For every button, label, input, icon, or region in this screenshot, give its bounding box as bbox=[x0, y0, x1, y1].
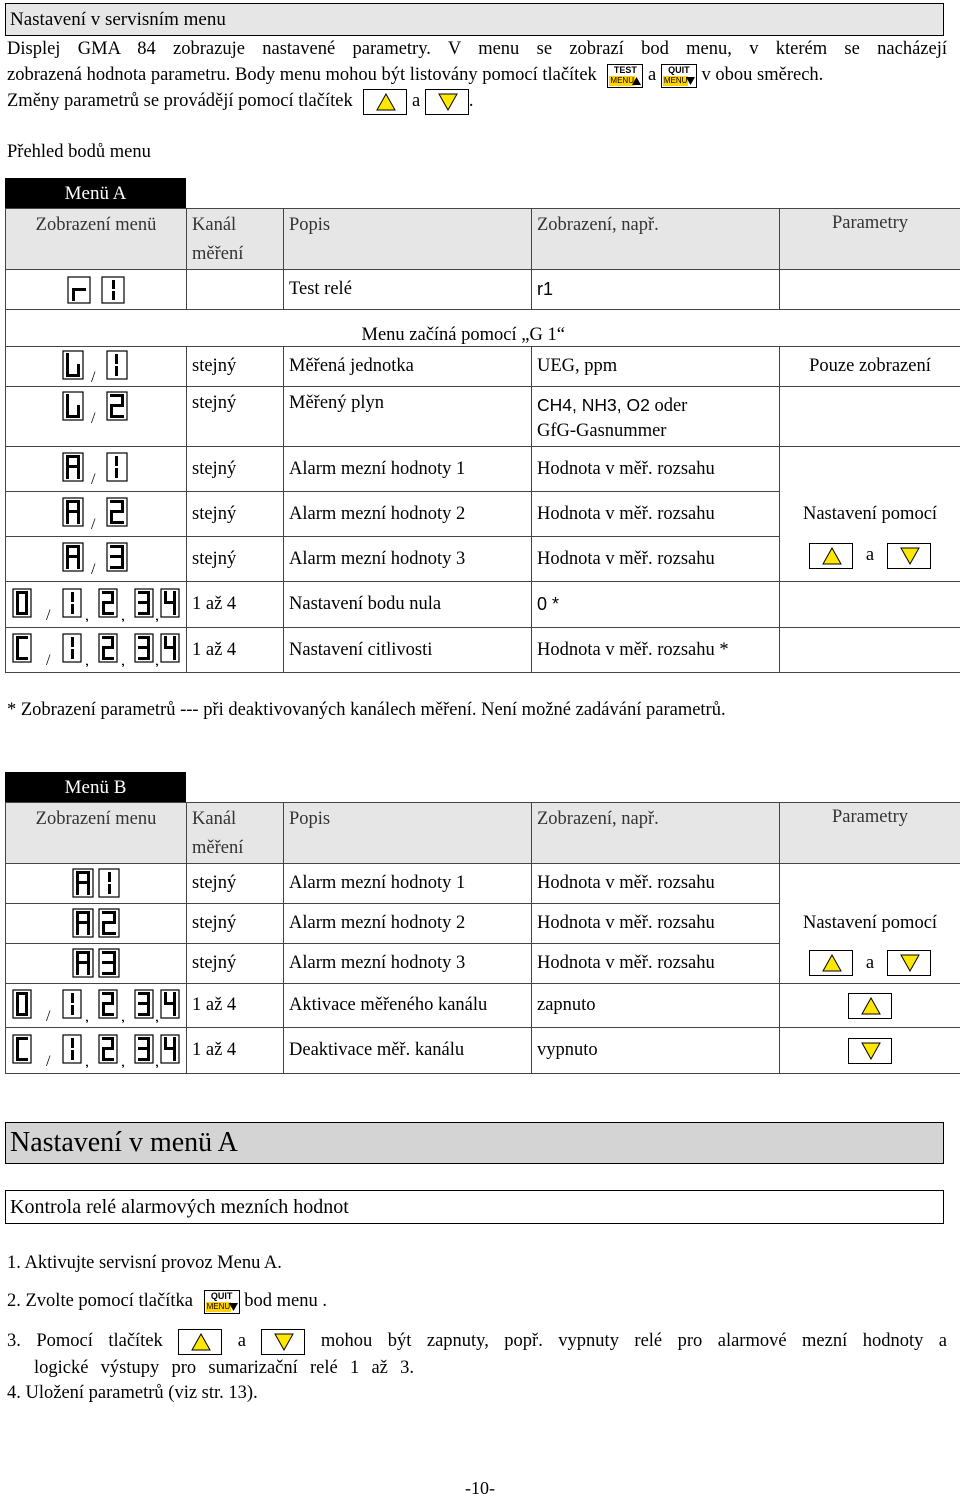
table-row: / stejný Alarm mezní hodnoty 1 Hodnota v měř. rozsahu bbox=[6, 447, 960, 492]
seg-display-u1 bbox=[6, 347, 187, 387]
table-row: / , , , 1 až 4 Deaktivace měř. kanálu vypnuto bbox=[6, 1028, 960, 1074]
menu-a-header-row bbox=[6, 209, 960, 270]
menu-a-table bbox=[5, 208, 960, 673]
seg-display-a2 bbox=[6, 492, 187, 537]
params-buttons: a bbox=[780, 537, 960, 582]
test-relay-desc: Test relé bbox=[284, 270, 532, 310]
svg-text:,: , bbox=[155, 1053, 159, 1068]
table-row: stejný Alarm mezní hodnoty 3 Hodnota v měř. rozsahu a bbox=[6, 944, 960, 984]
table-row: / , , , 1 až 4 Aktivace měřeného kanálu zapnuto bbox=[6, 984, 960, 1028]
down-button-icon bbox=[261, 1329, 305, 1355]
seg-display-a3 bbox=[6, 537, 187, 582]
table-row: / stejný Alarm mezní hodnoty 2 Hodnota v měř. rozsahu Nastavení pomocí bbox=[6, 492, 960, 537]
seven-seg-u2-icon bbox=[61, 391, 131, 425]
menu-a-footnote: * Zobrazení parametrů --- při deaktivovaných kanálech měření. Není možné zadávání parametrů. bbox=[7, 700, 726, 721]
arrow-up-icon bbox=[632, 77, 641, 85]
table-row: / stejný Měřený plyn CH4, NH3, O2 oder GfG-Gasnummer bbox=[6, 387, 960, 447]
test-menu-key-icon: TEST MENU bbox=[607, 64, 643, 88]
header-display: Zobrazení menü bbox=[6, 209, 187, 270]
svg-text:/: / bbox=[46, 1053, 51, 1068]
svg-text:,: , bbox=[155, 652, 159, 667]
seven-seg-a2-icon bbox=[71, 908, 121, 940]
svg-text:,: , bbox=[85, 652, 89, 667]
step-3-cont: logické výstupy pro sumarizační relé 1 až 3. bbox=[34, 1355, 414, 1381]
intro-line-1: Displej GMA 84 zobrazuje nastavené parametry. V menu se zobrazí bod menu, v kterém se nacházejí bbox=[7, 36, 947, 62]
table-row: stejný Alarm mezní hodnoty 2 Hodnota v měř. rozsahu Nastavení pomocí bbox=[6, 904, 960, 944]
svg-text:/: / bbox=[91, 516, 96, 531]
table-row: / stejný Alarm mezní hodnoty 3 Hodnota v měř. rozsahu a bbox=[6, 537, 960, 582]
intro-line-3: Změny parametrů se provádějí pomocí tlačítek a . bbox=[7, 88, 473, 115]
section-title-service-menu bbox=[5, 3, 944, 36]
seven-seg-a1-icon bbox=[61, 452, 131, 486]
seg-display-b-a2 bbox=[6, 904, 187, 944]
svg-text:/: / bbox=[46, 607, 51, 622]
menu-b-tab: Menü B bbox=[5, 772, 186, 803]
seg-display-b-a1 bbox=[6, 864, 187, 904]
seven-seg-deactivate-channels-icon bbox=[11, 1034, 181, 1068]
step-1: 1. Aktivujte servisní provoz Menu A. bbox=[7, 1250, 282, 1276]
svg-text:,: , bbox=[121, 1053, 125, 1068]
svg-text:/: / bbox=[91, 471, 96, 486]
down-button-icon bbox=[425, 89, 469, 115]
section-title-text: Nastavení v servisním menu bbox=[10, 9, 226, 31]
section-title-relay-check: Kontrola relé alarmových mezních hodnot bbox=[5, 1190, 944, 1224]
quit-menu-key-icon: QUIT MENU bbox=[661, 64, 697, 88]
section-title-menu-a-settings: Nastavení v menü A bbox=[5, 1122, 944, 1164]
table-row bbox=[6, 270, 960, 310]
svg-text:/: / bbox=[46, 1008, 51, 1023]
seven-seg-a3-icon bbox=[61, 542, 131, 576]
up-button-icon bbox=[809, 950, 853, 976]
quit-menu-key-icon: QUIT MENU bbox=[204, 1290, 240, 1314]
svg-text:,: , bbox=[155, 607, 159, 622]
menu-a-tab: Menü A bbox=[5, 178, 186, 209]
gas-example: CH4, NH3, O2 oder GfG-Gasnummer bbox=[532, 387, 780, 447]
seven-seg-zero-channels-icon bbox=[11, 588, 181, 622]
table-row: stejný Alarm mezní hodnoty 1 Hodnota v měř. rozsahu bbox=[6, 864, 960, 904]
seg-display-cal-row bbox=[6, 628, 187, 673]
seg-display-zero-row bbox=[6, 582, 187, 628]
seven-seg-activate-channels-icon bbox=[11, 989, 181, 1023]
seven-seg-cal-channels-icon bbox=[11, 633, 181, 667]
seg-display-b-off-row bbox=[6, 1028, 187, 1074]
header-example: Zobrazení, např. bbox=[532, 209, 780, 270]
intro-line-2: zobrazená hodnota parametru. Body menu mohou být listovány pomocí tlačítek TEST MENU a QUIT MENU v obou směrech. bbox=[7, 62, 823, 88]
svg-text:,: , bbox=[155, 1008, 159, 1023]
svg-text:,: , bbox=[121, 1008, 125, 1023]
arrow-down-icon bbox=[229, 1303, 238, 1311]
step-2: 2. Zvolte pomocí tlačítka QUIT MENU bod menu . bbox=[7, 1288, 327, 1314]
test-relay-example: r1 bbox=[532, 270, 780, 310]
down-button-icon bbox=[887, 950, 931, 976]
table-row bbox=[6, 310, 960, 347]
overview-title: Přehled bodů menu bbox=[7, 142, 151, 163]
seven-seg-a3-icon bbox=[71, 948, 121, 980]
page-number: -10- bbox=[0, 1478, 960, 1499]
svg-text:,: , bbox=[121, 652, 125, 667]
seg-display-u2 bbox=[6, 387, 187, 447]
svg-text:,: , bbox=[85, 1008, 89, 1023]
up-button-icon bbox=[363, 89, 407, 115]
seven-seg-a2-icon bbox=[61, 497, 131, 531]
step-4: 4. Uložení parametrů (viz str. 13). bbox=[7, 1380, 258, 1406]
svg-text:/: / bbox=[91, 410, 96, 425]
table-row: / , , , 1 až 4 Nastavení bodu nula 0 * bbox=[6, 582, 960, 628]
header-channel: Kanál měření bbox=[187, 209, 284, 270]
seg-display-r1 bbox=[6, 270, 187, 310]
header-desc: Popis bbox=[284, 209, 532, 270]
table-row: / , , , 1 až 4 Nastavení citlivosti Hodnota v měř. rozsahu * bbox=[6, 628, 960, 673]
header-params: Parametry bbox=[780, 209, 960, 270]
seven-seg-a1-icon bbox=[71, 868, 121, 900]
seg-display-b-on-row bbox=[6, 984, 187, 1028]
menu-b-table bbox=[5, 802, 960, 1074]
up-button-icon bbox=[809, 543, 853, 569]
svg-text:/: / bbox=[91, 561, 96, 576]
down-button-icon bbox=[848, 1038, 892, 1064]
svg-text:,: , bbox=[85, 1053, 89, 1068]
step-3: 3. Pomocí tlačítek a mohou být zapnuty, popř. vypnuty relé pro alarmové mezní hodnoty a bbox=[7, 1328, 947, 1355]
menu-b-header-row: Zobrazení menu Kanál měření Popis Zobrazení, např. Parametry bbox=[6, 803, 960, 864]
table-row: / stejný Měřená jednotka UEG, ppm Pouze zobrazení bbox=[6, 347, 960, 387]
svg-text:/: / bbox=[91, 369, 96, 384]
svg-text:/: / bbox=[46, 652, 51, 667]
params-buttons: a bbox=[780, 944, 960, 984]
up-button-icon bbox=[848, 993, 892, 1019]
seven-seg-u1-icon bbox=[61, 350, 131, 384]
seven-seg-r1-icon bbox=[66, 276, 126, 304]
seg-display-b-a3 bbox=[6, 944, 187, 984]
svg-text:,: , bbox=[121, 607, 125, 622]
svg-text:,: , bbox=[85, 607, 89, 622]
up-button-icon bbox=[178, 1329, 222, 1355]
down-button-icon bbox=[887, 543, 931, 569]
arrow-down-icon bbox=[686, 77, 695, 85]
seg-display-a1 bbox=[6, 447, 187, 492]
menu-start-note: Menu začíná pomocí „G 1“ bbox=[284, 310, 960, 347]
